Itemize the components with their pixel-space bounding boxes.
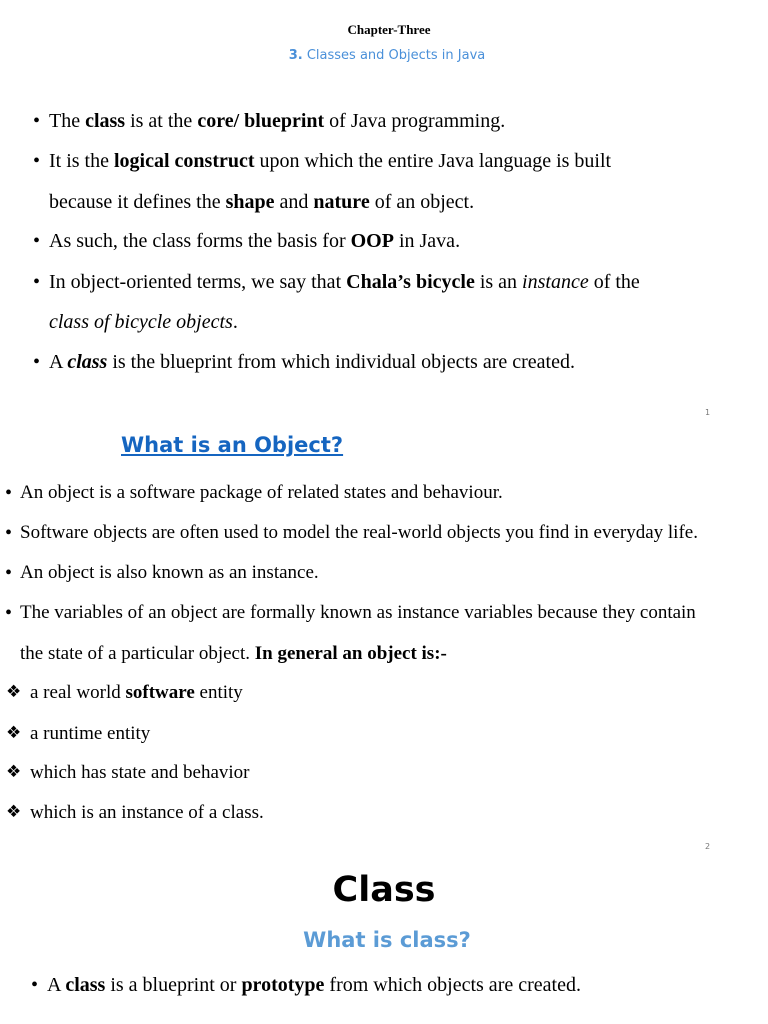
s2-bullet-1: An object is a software package of related states and behaviour.: [20, 482, 503, 503]
page-number: 1: [705, 408, 711, 417]
s1-bullet-1: The class is at the core/ blueprint of Java programming.: [49, 110, 506, 132]
object-heading: What is an Object?: [121, 433, 344, 457]
chapter-subtitle: [0, 48, 768, 63]
bullet-icon: •: [33, 271, 41, 293]
s2-diamond-3: which has state and behavior: [30, 762, 250, 783]
s1-bullet-2: It is the logical construct upon which the entire Java language is built: [49, 150, 612, 172]
s1-bullet-4-cont: class of bicycle objects.: [49, 311, 238, 333]
diamond-bullet-icon: ❖: [6, 723, 22, 743]
bullet-icon: •: [5, 522, 13, 544]
s2-diamond-4: which is an instance of a class.: [30, 802, 264, 823]
diamond-bullet-icon: ❖: [6, 682, 22, 702]
diamond-bullet-icon: ❖: [6, 762, 22, 782]
s2-diamond-2: a runtime entity: [30, 723, 151, 744]
s1-bullet-4: In object-oriented terms, we say that Chala’s bicycle is an instance of the: [49, 271, 640, 293]
page-number: 2: [705, 842, 711, 851]
bullet-icon: •: [33, 150, 41, 172]
bullet-icon: •: [31, 974, 39, 996]
bullet-icon: •: [33, 230, 41, 252]
s1-bullet-2-cont: because it defines the shape and nature of an object.: [49, 191, 475, 213]
s3-bullet-1: A class is a blueprint or prototype from which objects are created.: [47, 974, 581, 996]
subtitle-number: 3.: [288, 48, 303, 63]
s2-bullet-4: The variables of an object are formally known as instance variables because they contain: [20, 602, 696, 623]
s1-bullet-5: A class is the blueprint from which individual objects are created.: [49, 351, 575, 373]
s2-bullet-2: Software objects are often used to model the real-world objects you find in everyday life.: [20, 522, 698, 543]
diamond-bullet-icon: ❖: [6, 802, 22, 822]
class-heading: Class: [332, 870, 436, 910]
s2-bullet-3: An object is also known as an instance.: [20, 562, 319, 583]
bullet-icon: •: [5, 562, 13, 584]
bullet-icon: •: [5, 482, 13, 504]
bullet-icon: •: [33, 110, 41, 132]
bullet-icon: •: [33, 351, 41, 373]
class-subheading: What is class?: [303, 928, 471, 952]
chapter-title: Chapter-Three: [347, 22, 431, 37]
s2-bullet-4-cont: the state of a particular object. In general an object is:-: [20, 643, 447, 664]
s1-bullet-3: As such, the class forms the basis for OOP in Java.: [49, 230, 461, 252]
subtitle-text: Classes and Objects in Java: [306, 48, 486, 63]
bullet-icon: •: [5, 602, 13, 624]
s2-diamond-1: a real world software entity: [30, 682, 243, 703]
